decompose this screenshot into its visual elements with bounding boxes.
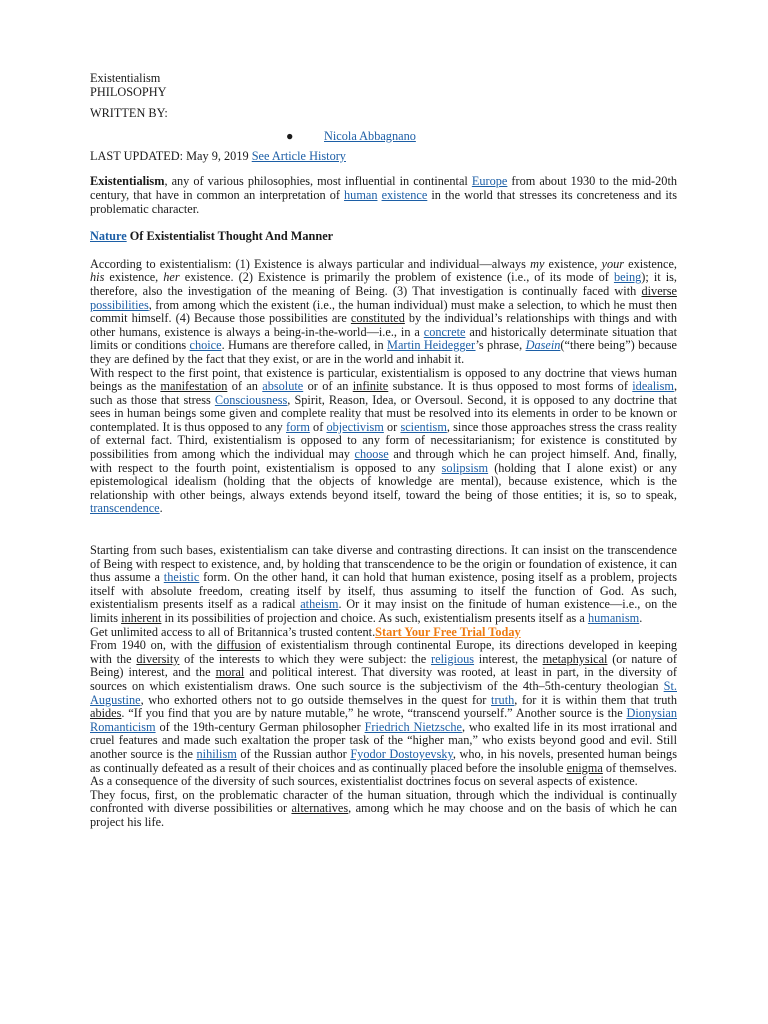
- text-run: of: [309, 419, 327, 434]
- inline-link[interactable]: being: [613, 270, 642, 285]
- promo-line: [90, 626, 677, 640]
- author-link[interactable]: Nicola Abbagnano: [324, 128, 416, 143]
- text-run: ’s phrase,: [475, 338, 526, 353]
- underlined-term: moral: [215, 665, 245, 680]
- text-run: Starting from such bases, existentialism can take diverse and contrasting directions. It can insist on the transcendence of Being with respect to existence, and, by holding that transcendence to be the origin or foundation of existence, it can thus assume a: [90, 543, 677, 585]
- inline-link[interactable]: concrete: [423, 324, 466, 339]
- underlined-term: infinite: [352, 379, 389, 394]
- inline-link[interactable]: scientism: [400, 419, 447, 434]
- text-run: ); it is, therefore, also the investigation of the meaning of Being. (3) That investigation is continually faced with: [90, 270, 677, 298]
- underlined-term: constituted: [350, 311, 405, 326]
- text-run: from about 1930 to the mid-20th century, that have in common an interpretation of: [90, 174, 678, 202]
- text-run: and historically determinate situation that limits or conditions: [90, 324, 677, 353]
- text-run: , any of various philosophies, most influential in continental: [164, 174, 472, 189]
- inline-link[interactable]: transcendence: [90, 501, 160, 516]
- text-run: , among which he may choose and on the basis of which he can project his life.: [90, 801, 677, 829]
- text-run: , who exalted life in its most irrational and cruel features and made such exaltation the proper task of the “higher man,” who exists beyond good and evil. Still another source is the: [90, 719, 677, 761]
- text-run: and political interest. That diversity was rooted, at least in part, in the diversity of sources on which existentialism draws. One such source is the subjectivism of the 4th–5th-century theologian: [90, 665, 678, 693]
- text-run: of the Russian author: [236, 746, 351, 761]
- paragraph-directions: [90, 544, 677, 626]
- italic-word: my: [530, 256, 545, 271]
- text-run: of existentialism through continental Europe, its directions developed in keeping with the: [90, 638, 677, 666]
- text-run: , since those approaches stress the crass reality of external fact. Third, existentialism is opposed to any form of necessitarianism; for existence is constituted by possibilities from among which the individual may: [90, 419, 677, 462]
- blank-line: [90, 516, 677, 530]
- text-run: . “If you find that you are by nature mutable,” he wrote, “transcend yourself.” Another source is the: [121, 706, 627, 721]
- inline-link[interactable]: Dasein: [525, 338, 561, 353]
- inline-link[interactable]: form: [285, 419, 310, 434]
- text-run: With respect to the first point, that existence is particular, existentialism is opposed to any doctrine that views human beings as the: [90, 365, 677, 394]
- text-run: in its possibilities of projection and choice. As such, existentialism presents itself as a: [161, 611, 588, 625]
- text-run: According to existentialism: (1) Existence is always particular and individual—always: [90, 256, 531, 271]
- inline-link[interactable]: nihilism: [196, 746, 237, 761]
- text-run: From 1940 on, with the: [90, 638, 217, 653]
- text-run: . Or it may insist on the finitude of human existence—i.e., on the limits: [90, 597, 677, 625]
- promo-text: Get unlimited access to all of Britannica’s trusted content.: [90, 624, 376, 639]
- text-run: .: [159, 501, 163, 516]
- text-run: Of Existentialist Thought And Manner: [126, 229, 334, 244]
- text-run: , such as those that stress: [90, 379, 678, 407]
- inline-link[interactable]: Europe: [471, 174, 508, 189]
- last-updated-label: LAST UPDATED: May 9, 2019: [90, 148, 249, 163]
- text-run: of the interests to which they were subject: the: [179, 651, 432, 666]
- bullet-icon: ●: [286, 128, 294, 143]
- inline-link[interactable]: Romanticism: [90, 719, 156, 734]
- text-run: form. On the other hand, it can hold that human existence, posing itself as a problem, projects itself with absolute freedom, creating itself by itself, thus assuming to itself the function of God. As such, existentialism presents itself as a radical: [90, 570, 677, 612]
- underlined-term: manifestation: [160, 379, 228, 394]
- inline-link[interactable]: choice: [189, 338, 222, 353]
- text-run: (or nature of Being) interest, and the: [90, 651, 677, 680]
- underlined-term: inherent: [121, 611, 162, 625]
- article-history-link[interactable]: See Article History: [251, 148, 346, 163]
- italic-word: her: [163, 270, 180, 285]
- paragraph-first-point: [90, 367, 677, 517]
- inline-link[interactable]: possibilities: [90, 297, 149, 312]
- text-run: interest, the: [474, 651, 543, 666]
- text-run: , who, in his novels, presented human beings as continually defeated as a result of their choices and as continually placed before the insoluble: [90, 746, 677, 775]
- inline-link[interactable]: Dionysian: [626, 706, 677, 721]
- text-run: , for it is within them that truth: [514, 692, 677, 707]
- paragraph-focus: [90, 789, 677, 830]
- written-by-label: WRITTEN BY:: [90, 106, 168, 121]
- text-run: . Humans are therefore called, in: [221, 338, 388, 353]
- intro-paragraph: [90, 175, 677, 216]
- inline-link[interactable]: theistic: [163, 570, 200, 585]
- italic-word: his: [90, 270, 105, 285]
- text-run: (holding that I alone exist) or any epistemological idealism (holding that the objects of knowledge are mental), because existence, which is the relationship with other beings, always extends beyond itself, toward the being of those entities; it is, so to speak,: [90, 460, 677, 502]
- text-run: .: [639, 611, 643, 625]
- text-run: of the 19th-century German philosopher: [155, 719, 365, 734]
- paragraph-tenets: [90, 258, 677, 367]
- text-run: and through which he can project himself. And, finally, with respect to the fourth point, existentialism is opposed to any: [90, 447, 678, 475]
- article-title: Existentialism: [90, 71, 161, 85]
- italic-word: your: [601, 256, 625, 271]
- text-run: substance. It is thus opposed to most forms of: [388, 379, 633, 394]
- article-category: PHILOSOPHY: [90, 84, 167, 99]
- inline-link[interactable]: Nature: [90, 229, 127, 244]
- section-heading: [90, 230, 677, 244]
- article-document: [90, 72, 677, 830]
- inline-link[interactable]: Consciousness: [214, 392, 288, 407]
- text-run: existence. (2) Existence is primarily the problem of existence (i.e., of its mode of: [179, 270, 614, 285]
- text-run: of an: [227, 379, 263, 394]
- text-run: They focus, first, on the problematic character of the human situation, through which the individual is continually confronted with diverse possibilities or: [90, 787, 677, 816]
- paragraph-sources: [90, 639, 677, 789]
- inline-link[interactable]: Friedrich Nietzsche: [364, 719, 462, 734]
- inline-link[interactable]: existence: [381, 187, 428, 202]
- inline-link[interactable]: religious: [431, 651, 475, 666]
- text-run: (“there being”) because they are defined by the fact that they exist, or are in the world and inhabit it.: [90, 338, 677, 366]
- underlined-term: enigma: [566, 760, 603, 775]
- underlined-term: alternatives: [291, 801, 349, 816]
- inline-link[interactable]: St. Augustine: [90, 678, 677, 707]
- text-run: existence,: [104, 270, 164, 285]
- inline-link[interactable]: objectivism: [326, 419, 384, 434]
- text-run: , who exhorted others not to go outside themselves in the quest for: [140, 692, 492, 707]
- inline-link[interactable]: Fyodor Dostoyevsky: [350, 746, 453, 761]
- underlined-term: diverse: [641, 283, 677, 298]
- inline-link[interactable]: solipsism: [441, 460, 489, 475]
- inline-link[interactable]: absolute: [262, 379, 304, 394]
- text-run: existence,: [544, 256, 602, 271]
- inline-link[interactable]: atheism: [300, 597, 339, 612]
- text-run: by the individual’s relationships with things and with other humans, existence is always a being-in-the-world—i.e., in a: [90, 311, 677, 339]
- text-run: of themselves. As a consequence of the diversity of such sources, existentialist doctrines focus on several aspects of existence.: [90, 760, 677, 789]
- author-list-item: [90, 130, 677, 146]
- inline-link[interactable]: truth: [491, 692, 515, 707]
- underlined-term: diffusion: [216, 638, 262, 653]
- text-run: , Spirit, Reason, Idea, or Oversoul. Second, it is opposed to any doctrine that sees in human beings some given and complete reality that must be resolved into its elements in order to be known or contemplated. It is thus opposed to any: [90, 392, 677, 434]
- free-trial-link[interactable]: Start Your Free Trial Today: [375, 624, 521, 639]
- text-run: , from among which the existent (i.e., the human individual) must make a selection, to which he must then commit himself. (4) Because those possibilities are: [90, 297, 677, 326]
- bold-term: Existentialism: [90, 174, 165, 189]
- inline-link[interactable]: Martin Heidegger: [387, 338, 476, 353]
- inline-link[interactable]: humanism: [587, 611, 640, 625]
- last-updated-line: [90, 150, 677, 164]
- underlined-term: metaphysical: [542, 651, 608, 666]
- inline-link[interactable]: choose: [354, 447, 389, 462]
- text-run: existence,: [624, 256, 677, 271]
- text-run: or of an: [303, 379, 353, 394]
- inline-link[interactable]: human: [344, 187, 378, 202]
- inline-link[interactable]: idealism: [632, 379, 674, 394]
- underlined-term: diversity: [136, 651, 180, 666]
- text-run: or: [383, 419, 401, 434]
- underlined-term: abides: [90, 706, 122, 721]
- text-run: in the world that stresses its concreteness and its problematic character.: [90, 187, 677, 216]
